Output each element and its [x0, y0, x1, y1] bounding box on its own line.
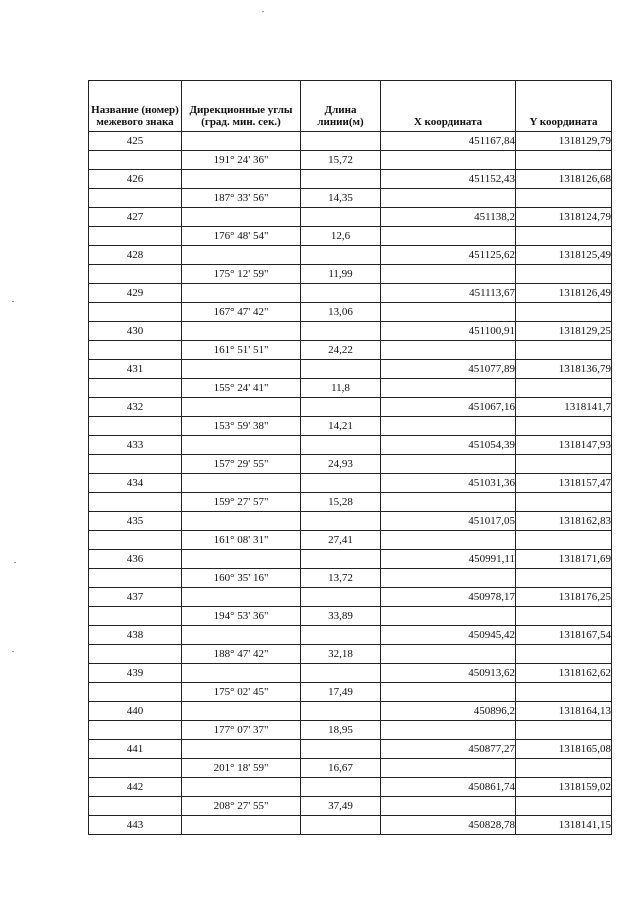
direction-angle: 160° 35' 16" [182, 569, 301, 588]
angle-cell [182, 170, 301, 189]
point-name [89, 341, 182, 360]
y-coordinate: 1318126,68 [516, 170, 612, 189]
point-name: 443 [89, 816, 182, 835]
point-name [89, 721, 182, 740]
angle-cell [182, 550, 301, 569]
y-coordinate: 1318141,7 [516, 398, 612, 417]
line-length: 13,06 [301, 303, 381, 322]
y-coordinate [516, 265, 612, 284]
point-name: 437 [89, 588, 182, 607]
point-name [89, 759, 182, 778]
x-coordinate [381, 721, 516, 740]
angle-cell [182, 132, 301, 151]
line-length: 18,95 [301, 721, 381, 740]
point-name [89, 797, 182, 816]
x-coordinate [381, 493, 516, 512]
length-cell [301, 702, 381, 721]
table-row [89, 398, 612, 417]
line-length: 13,72 [301, 569, 381, 588]
y-coordinate [516, 683, 612, 702]
x-coordinate: 451138,2 [381, 208, 516, 227]
table-row [89, 531, 612, 550]
angle-cell [182, 626, 301, 645]
x-coordinate [381, 759, 516, 778]
y-coordinate [516, 151, 612, 170]
x-coordinate: 450913,62 [381, 664, 516, 683]
x-coordinate [381, 797, 516, 816]
table-row [89, 417, 612, 436]
table-row [89, 550, 612, 569]
line-length: 37,49 [301, 797, 381, 816]
direction-angle: 194° 53' 36" [182, 607, 301, 626]
scan-speck [12, 651, 14, 652]
y-coordinate: 1318129,79 [516, 132, 612, 151]
length-cell [301, 740, 381, 759]
angle-cell [182, 246, 301, 265]
point-name [89, 189, 182, 208]
point-name: 425 [89, 132, 182, 151]
y-coordinate: 1318162,62 [516, 664, 612, 683]
point-name [89, 607, 182, 626]
y-coordinate [516, 797, 612, 816]
point-name: 439 [89, 664, 182, 683]
table-row [89, 721, 612, 740]
table-row [89, 588, 612, 607]
y-coordinate: 1318147,93 [516, 436, 612, 455]
table-row [89, 740, 612, 759]
x-coordinate: 451077,89 [381, 360, 516, 379]
direction-angle: 175° 02' 45" [182, 683, 301, 702]
length-cell [301, 398, 381, 417]
table-row [89, 189, 612, 208]
y-coordinate: 1318162,83 [516, 512, 612, 531]
x-coordinate [381, 455, 516, 474]
x-coordinate [381, 341, 516, 360]
length-cell [301, 170, 381, 189]
table-row [89, 474, 612, 493]
line-length: 14,21 [301, 417, 381, 436]
x-coordinate [381, 151, 516, 170]
table-row [89, 208, 612, 227]
table-body [89, 132, 612, 835]
angle-cell [182, 512, 301, 531]
y-coordinate [516, 455, 612, 474]
x-coordinate: 451017,05 [381, 512, 516, 531]
angle-cell [182, 284, 301, 303]
x-coordinate [381, 265, 516, 284]
line-length: 24,93 [301, 455, 381, 474]
header-name: Название (номер) межевого знака [89, 81, 182, 132]
direction-angle: 157° 29' 55" [182, 455, 301, 474]
y-coordinate [516, 189, 612, 208]
angle-cell [182, 778, 301, 797]
x-coordinate [381, 607, 516, 626]
table-row [89, 702, 612, 721]
y-coordinate [516, 607, 612, 626]
x-coordinate [381, 417, 516, 436]
line-length: 16,67 [301, 759, 381, 778]
direction-angle: 155° 24' 41" [182, 379, 301, 398]
line-length: 11,99 [301, 265, 381, 284]
length-cell [301, 664, 381, 683]
point-name: 438 [89, 626, 182, 645]
point-name [89, 417, 182, 436]
x-coordinate: 450861,74 [381, 778, 516, 797]
table-row [89, 455, 612, 474]
line-length: 33,89 [301, 607, 381, 626]
point-name [89, 455, 182, 474]
y-coordinate: 1318157,47 [516, 474, 612, 493]
scan-speck [262, 11, 264, 12]
point-name: 428 [89, 246, 182, 265]
length-cell [301, 208, 381, 227]
table-row [89, 360, 612, 379]
y-coordinate [516, 759, 612, 778]
point-name [89, 645, 182, 664]
table-row [89, 227, 612, 246]
table-row [89, 683, 612, 702]
y-coordinate [516, 721, 612, 740]
x-coordinate: 450991,11 [381, 550, 516, 569]
length-cell [301, 816, 381, 835]
line-length: 32,18 [301, 645, 381, 664]
table-row [89, 493, 612, 512]
direction-angle: 177° 07' 37" [182, 721, 301, 740]
angle-cell [182, 474, 301, 493]
table-row [89, 626, 612, 645]
direction-angle: 191° 24' 36" [182, 151, 301, 170]
point-name: 432 [89, 398, 182, 417]
y-coordinate: 1318165,08 [516, 740, 612, 759]
angle-cell [182, 664, 301, 683]
line-length: 24,22 [301, 341, 381, 360]
table-row [89, 322, 612, 341]
y-coordinate [516, 645, 612, 664]
point-name: 427 [89, 208, 182, 227]
direction-angle: 161° 08' 31" [182, 531, 301, 550]
line-length: 12,6 [301, 227, 381, 246]
y-coordinate [516, 569, 612, 588]
table-row [89, 759, 612, 778]
line-length: 15,72 [301, 151, 381, 170]
length-cell [301, 626, 381, 645]
scan-speck [12, 301, 14, 302]
point-name: 429 [89, 284, 182, 303]
direction-angle: 188° 47' 42" [182, 645, 301, 664]
length-cell [301, 778, 381, 797]
x-coordinate: 451100,91 [381, 322, 516, 341]
point-name: 435 [89, 512, 182, 531]
y-coordinate: 1318124,79 [516, 208, 612, 227]
point-name: 441 [89, 740, 182, 759]
table-row [89, 607, 612, 626]
header-angle: Дирекционные углы (град. мин. сек.) [182, 81, 301, 132]
angle-cell [182, 208, 301, 227]
point-name: 433 [89, 436, 182, 455]
line-length: 11,8 [301, 379, 381, 398]
direction-angle: 176° 48' 54" [182, 227, 301, 246]
y-coordinate: 1318125,49 [516, 246, 612, 265]
direction-angle: 175° 12' 59" [182, 265, 301, 284]
direction-angle: 187° 33' 56" [182, 189, 301, 208]
length-cell [301, 360, 381, 379]
length-cell [301, 550, 381, 569]
x-coordinate: 451031,36 [381, 474, 516, 493]
header-length: Длина линии(м) [301, 81, 381, 132]
point-name [89, 151, 182, 170]
point-name: 442 [89, 778, 182, 797]
y-coordinate: 1318171,69 [516, 550, 612, 569]
table-row [89, 170, 612, 189]
point-name [89, 569, 182, 588]
y-coordinate [516, 417, 612, 436]
y-coordinate [516, 341, 612, 360]
angle-cell [182, 398, 301, 417]
x-coordinate: 451167,84 [381, 132, 516, 151]
angle-cell [182, 436, 301, 455]
table-header-row [89, 81, 612, 132]
point-name [89, 303, 182, 322]
angle-cell [182, 816, 301, 835]
point-name [89, 683, 182, 702]
y-coordinate: 1318159,02 [516, 778, 612, 797]
angle-cell [182, 588, 301, 607]
table-row [89, 816, 612, 835]
table-row [89, 341, 612, 360]
x-coordinate [381, 379, 516, 398]
table-row [89, 797, 612, 816]
y-coordinate: 1318176,25 [516, 588, 612, 607]
point-name [89, 265, 182, 284]
point-name: 431 [89, 360, 182, 379]
table-row [89, 512, 612, 531]
angle-cell [182, 702, 301, 721]
x-coordinate: 451054,39 [381, 436, 516, 455]
y-coordinate: 1318164,13 [516, 702, 612, 721]
y-coordinate: 1318126,49 [516, 284, 612, 303]
x-coordinate: 450978,17 [381, 588, 516, 607]
y-coordinate: 1318136,79 [516, 360, 612, 379]
table-row [89, 645, 612, 664]
table-row [89, 664, 612, 683]
x-coordinate: 451125,62 [381, 246, 516, 265]
direction-angle: 208° 27' 55" [182, 797, 301, 816]
line-length: 27,41 [301, 531, 381, 550]
header-x: X координата [381, 81, 516, 132]
x-coordinate: 451113,67 [381, 284, 516, 303]
x-coordinate: 450828,78 [381, 816, 516, 835]
angle-cell [182, 322, 301, 341]
x-coordinate [381, 189, 516, 208]
angle-cell [182, 740, 301, 759]
direction-angle: 159° 27' 57" [182, 493, 301, 512]
length-cell [301, 512, 381, 531]
y-coordinate: 1318141,15 [516, 816, 612, 835]
y-coordinate [516, 531, 612, 550]
x-coordinate [381, 683, 516, 702]
table-row [89, 132, 612, 151]
x-coordinate: 450896,2 [381, 702, 516, 721]
table-row [89, 379, 612, 398]
table-row [89, 265, 612, 284]
line-length: 17,49 [301, 683, 381, 702]
x-coordinate: 450945,42 [381, 626, 516, 645]
point-name: 440 [89, 702, 182, 721]
point-name: 436 [89, 550, 182, 569]
length-cell [301, 436, 381, 455]
point-name [89, 379, 182, 398]
point-name [89, 531, 182, 550]
header-y: Y координата [516, 81, 612, 132]
y-coordinate: 1318129,25 [516, 322, 612, 341]
line-length: 14,35 [301, 189, 381, 208]
coordinates-table [88, 80, 612, 835]
length-cell [301, 246, 381, 265]
length-cell [301, 322, 381, 341]
table-row [89, 569, 612, 588]
table-row [89, 303, 612, 322]
table-row [89, 778, 612, 797]
length-cell [301, 284, 381, 303]
direction-angle: 153° 59' 38" [182, 417, 301, 436]
y-coordinate [516, 303, 612, 322]
length-cell [301, 588, 381, 607]
point-name: 434 [89, 474, 182, 493]
x-coordinate [381, 303, 516, 322]
direction-angle: 161° 51' 51" [182, 341, 301, 360]
x-coordinate [381, 645, 516, 664]
x-coordinate [381, 531, 516, 550]
x-coordinate: 451067,16 [381, 398, 516, 417]
table-row [89, 151, 612, 170]
point-name [89, 227, 182, 246]
length-cell [301, 474, 381, 493]
y-coordinate [516, 493, 612, 512]
y-coordinate [516, 227, 612, 246]
scan-speck [14, 562, 16, 563]
x-coordinate [381, 569, 516, 588]
point-name: 426 [89, 170, 182, 189]
x-coordinate [381, 227, 516, 246]
x-coordinate: 451152,43 [381, 170, 516, 189]
point-name [89, 493, 182, 512]
line-length: 15,28 [301, 493, 381, 512]
direction-angle: 201° 18' 59" [182, 759, 301, 778]
length-cell [301, 132, 381, 151]
table-row [89, 436, 612, 455]
table-row [89, 246, 612, 265]
y-coordinate [516, 379, 612, 398]
point-name: 430 [89, 322, 182, 341]
x-coordinate: 450877,27 [381, 740, 516, 759]
angle-cell [182, 360, 301, 379]
table-row [89, 284, 612, 303]
y-coordinate: 1318167,54 [516, 626, 612, 645]
direction-angle: 167° 47' 42" [182, 303, 301, 322]
